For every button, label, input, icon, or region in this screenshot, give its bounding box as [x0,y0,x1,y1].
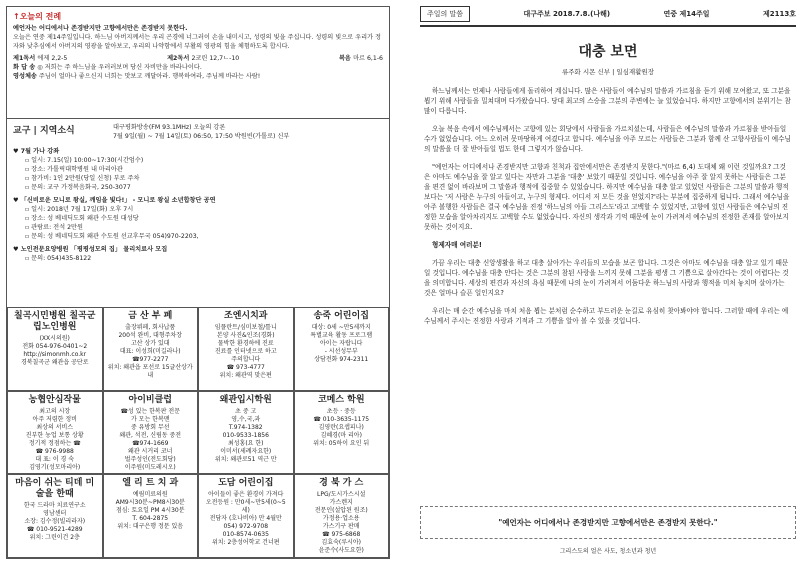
ad-line: ☎ 975-6868 [322,531,361,539]
ad-line: 왜관 시거리 코너 [128,447,173,455]
article-title: 대충 보면 [578,44,638,60]
ad-line: 200석 완비, 대형주차장 [118,332,183,339]
ad-line: 위치: 2층성어학교 건너편 [211,539,280,547]
ad-line: 윤준수(사도요한) [318,547,364,555]
today-body: 오늘은 연중 제14주일입니다. 하느님 아버지께서는 우리 곤경에 너그러이 손을 내미시고, 성령의 빛을 주십니다. 성령의 빛으로 우리가 정자와 낮추심에서 아버지의 영광을 알아보고, 우리의 나약함에서 부활의 영광의 힘을 체험하도록 합시다. [13,34,382,50]
event1-title: ♥ 7월 가나 강좌 [13,148,60,155]
article-author: 류주화 시몬 신부 | 일심재활원장 [561,68,655,76]
ad-title: 칠곡시민병원 칠곡군립노인병원 [14,311,96,332]
ad-line: LPG/도시가스시설 [317,491,366,499]
ad-line: 특별교육 활동 프로그램 [310,332,373,339]
article-body [420,86,796,326]
ad-line: 왜관, 석전, 신림동 중전 [119,431,182,439]
ad-line: 진료를 인터넷으로 하고 [214,348,277,355]
event2-title: ♥ 「신비로운 모니로 왕실, 깨임을 빛다!」 - 모니로 왕실 소년합창단 공연 [13,197,216,204]
ad-title: 경 북 가 스 [319,478,364,489]
ad-title: 조엔시치과 [224,311,268,321]
ad-line: 대상: 0세 ~만5세까지 [311,324,371,331]
ad-card [7,307,103,391]
ad-line: 010-8574-0635 [222,531,269,539]
issue-number: 제2113호 [762,10,796,18]
ad-line: 최고의 시장 [39,407,71,415]
psalm-line: 화 답 송 ◎ 저희는 주 하느님을 우러러보며 당신 자비만을 바라나이다. [13,64,202,71]
ad-line: 이주원(미도레시오) [124,463,176,471]
ad-title: 왜관입시학원 [219,394,272,405]
ad-line: - 시선성무부 [324,348,358,355]
ad-line: 김혜경(마 리아) [320,431,362,439]
reading-gospel: 복음 마르 6,1-6 [338,55,383,62]
ad-card [103,391,199,475]
ad-line: 010-9533-1856 [222,431,269,439]
ad-line: 054) 972-9708 [223,523,269,531]
ad-line: 위치: 05하이 요인 뒤 [313,439,370,447]
sunday-label: 연중 제14주일 [663,10,710,18]
ad-line: (XX시의원) [39,335,70,342]
quote-box: "예언자는 어디에서나 존경받지만 고향에서만은 존경받지 못한다." [420,506,796,539]
broadcast-time: 7월 9일(월) ~ 7월 14일(토) 06:50, 17:50 박원빈(가톨로) 신부 [113,133,290,140]
today-intro: 예언자는 어디에서나 존경받지만 고향에서만은 존경받지 못한다. [13,25,188,32]
event2-details: ▫ 일시: 2018년 7월 17일(화) 오후 7시 ▫ 장소: 성 베네딕도회 왜관 수도원 대성당 ▫ 관람료: 전석 2만원 ▫ 문의: 성 베네딕도회 왜관 수도원 선교후무국 054)970-2203, [25,206,199,240]
ad-line: http://simonmh.co.kr [23,351,87,358]
diocese-news-section [7,119,389,267]
ad-card [7,391,103,475]
column-tag: 주일의 말씀 [420,6,470,22]
ad-line: 정기적 정점하는 ☎ [28,439,81,447]
ad-card [103,474,199,558]
event1-details: ▫ 일시: 7.15(일) 10:00~17:30(시간엄수) ▫ 장소: 가톨릭대학병원 내 마리아관 ▫ 참가비: 1인 2만원(당일 신청) 부로 주차 ▫ 문의: 교구 가정복음화국, 250-3077 [25,157,144,191]
event3-details: ▫ 문의: 054)435-8122 [25,255,92,262]
ad-line: 김효숙(루시아) [321,539,361,547]
article-paragraph: 가끔 우리는 대충 신앙생활을 하고 대충 살아가는 우리들의 모습을 보곤 합니다. 그것은 아마도 예수님을 대충 알고 있기 때문일 것입니다. 예수님을 대충 안다는 것은 그분의 참된 사랑을 느끼지 못해 그분을 평생 그 기쁨으로 살아간다는 것이 어렵다는 것을 의미합니다. 세상의 편견과 자신의 욕심 때문에 나의 눈이 가려져서 어둠다운 하느님의 사랑과 행적을 미처 놓치며 살아가는 것은 얼마나 슬픈 일인지요? [424,259,789,297]
ad-title: 금 산 부 페 [128,311,173,321]
ad-line: 상담전화 974-2311 [314,356,369,363]
ad-line: 대표: 이성희(미길라나) [119,348,181,355]
ad-card [294,474,390,558]
ad-line: 전담자 (호나비아) 만 4월만 [209,515,282,523]
today-liturgy-section [7,7,389,119]
ad-line: AM9시30분~PM8시30분 [115,499,185,507]
ad-line: 한국 드라마 치료연구소 [23,502,86,510]
ad-line: 벌주성인(전도회당) [124,455,176,463]
ad-line: 예림미료의원 [132,491,168,499]
reading-2: 제2독서 2코린 12,7ㄴ-10 [167,55,240,62]
today-liturgy-title: ↑오늘의 전례 [13,12,62,21]
ad-line: 이미서(세례자요한) [220,447,272,455]
ad-line: 가스기구 판매 [322,523,360,531]
ad-line: 아이들이 좋은 환경이 가져다 [208,491,284,499]
article-paragraph: 형제자매 여러분! [432,241,482,249]
ad-line: 초등 · 중등 [326,407,356,415]
ad-card [198,391,294,475]
ad-line: 진부한 농업 보통 상황 [25,431,84,439]
article-paragraph: 오늘 복음 속에서 예수님께서는 고향에 있는 회당에서 사람들을 가르치셨는데, 사람들은 예수님의 말씀과 가르침을 받아들일 수가 없었습니다. 어느 오히려 못마땅하게 여겼다고 합니다. 예수님을 아주 모르는 사람들은 그분과 함께 산 고향사람들이 예수님의 말씀을 더 잘 받아들일 법도 한데 그렇지가 않습니다. [424,125,791,153]
ad-line: 전문인(설압된 원조) [314,507,368,515]
ad-line: ☎ 010-9521-4289 [26,526,83,534]
readings-row [13,54,383,63]
ad-line: 김영란(요셉피나) [318,423,364,431]
ad-line: 중 유방회 무선 [130,423,170,431]
ad-card [7,474,103,558]
article-paragraph: 하느님께서는 언제나 사람들에게 돌리하여 계십니다. 많은 사람들이 예수님의 말씀과 가르침을 듣기 위해 모여왔고, 또 그분을 뵙기 위해 사람들을 밀쳐대며 다가왔습니다. 당대 최고의 스승을 그분의 주변에는 늘 있었습니다. 하지만 고향에서의 분위기는 참 많이 다릅니다. [424,87,791,115]
ad-line: 전화 054-976-0401~2 [22,343,88,350]
news-title: 교구 | 지역소식 [13,126,75,136]
ad-line: 임플란트/심미보철/틀니 [214,324,277,331]
ad-line: 아주 저렴한 정비 [32,415,77,423]
ad-line: 점심: 토요일 PM 4시30분 [115,507,185,515]
ad-title: 아이비클럽 [128,394,172,405]
ad-line: 위치: 왜관읍 포선로 15글산상가 내 [107,364,193,379]
ad-line: 최상의 서비스 [36,423,74,431]
reading-1: 제1독서 에제 2,2-5 [13,55,68,62]
ad-card [198,474,294,558]
bulletin-left-page [6,6,390,559]
ad-line: 위치: 왜관역 맞은편 [219,372,272,379]
ads-grid [7,307,389,558]
ad-line: 위치: 대구은행 정문 있음 [117,523,184,531]
ad-line: ☎성 있는 한복판 전문 [120,407,181,415]
event3-title: ♥ 노인전문요양병원 「평평성모의 집」 물리치료사 모집 [13,246,168,253]
ad-line: 본양 사진&인조(경화) [216,332,275,339]
ad-line: 대 표: 이 경 숙 [35,455,75,463]
ad-line: ☎974-1669 [132,439,169,447]
ad-line: 가정용·업소용 [322,515,360,523]
ad-title: 도담 어린이집 [218,478,274,489]
bulletin-right-page [420,6,796,559]
ad-line: T.974-1382 [228,423,263,431]
ad-line: 경북칠곡군 왜관읍 공단로 [20,359,89,366]
ad-line: 위치: 왜관로51 역근 만 [214,455,277,463]
publication-info: 대구주보 2018.7.8.(나해) [523,10,611,18]
ad-line: ☎ 976-9988 [35,447,74,455]
ad-line: 출장뷔페, 회사납품 [125,324,176,331]
ad-card [198,307,294,391]
ad-title: 엘 리 트 치 과 [122,478,179,489]
ad-line: 물박한 환경하에 진료 [217,340,274,347]
column-header [420,6,796,27]
ad-title: 농협안심작물 [28,394,81,405]
ad-title: 마음이 쉬는 티데 미술을 한때 [15,478,95,500]
ad-card [103,307,199,391]
article-paragraph: 우리는 매 순간 예수님을 마치 처음 뵙는 분처럼 순수하고 부드러운 눈길로 유심히 찾아봐야야 합니다. 그러할 때에 우리는 예수님께서 주시는 진정한 사랑과 기적과 그 기쁨을 알아 볼 수 있을 것입니다. [424,307,789,325]
ad-line: 고산 상가 있대 [130,340,170,347]
ad-line: ☎977-2277 [132,356,169,363]
ad-line: 위치: 그린이건 2층 [29,534,80,542]
ad-line: 최성홍(요 한) [227,439,264,447]
broadcast-label: 대구평화방송(FM 93.1MHz) 오늘의 강론 [113,124,226,131]
ad-line: 초 중 고 [235,407,257,415]
ad-line: 가스렌지 [329,499,353,507]
ad-line: 오전등원 : 만0세~만5세(0~5세) [205,499,286,515]
caption: 그리스도의 얼은 사도, 청소년과 청년 [559,548,657,555]
ad-card [294,391,390,475]
ad-line: 아이는 자랍니다 [320,340,363,347]
ad-title: 코메스 학원 [317,394,365,405]
ad-line: ☎ 010-3635-1175 [313,415,370,423]
communion-line: 영성체송 주님이 얼마나 좋으신지 너희는 맛보고 깨달아라. 행복하여라, 주님께 바라는 사람! [13,73,261,80]
ad-line: 김영기(성모마리아) [29,463,81,471]
ad-line: 영,수,국,과 [231,415,261,423]
ad-card [294,307,390,391]
ad-line: 가 모는 한복맨 [130,415,170,423]
article-paragraph: "예언자는 어디에서나 존경받지만 고향과 친척과 집안에서만은 존경받지 못한다."(마르 6,4) 도대체 왜 이런 것일까요? 그것은 아마도 예수님을 잘 알고 있다는 자만과 그분을 '대충' 보았기 때문일 것입니다. 예수님을 아주 잘 알지 못하는 사람들은 그분을 편견 없이 바라보며 그 말씀과 행적에 집중할 수 있었습니다. 하지만 예수님을 대충 알고 있었던 사람들은 그분의 말씀과 행적보다는 '저 사람은 누구의 아들이고, 누구의 형제다. 어디서 저 모든 것을 얻었지?'라는 부분에 집중하게 됩니다. 그래서 예수님을 아주 볼행한 사람들은 결국 예수님을 진정 '하느님의 아들 그리스도'라고 고백할 수 있었지만, 고향에 있던 사람들은 예수님의 진정한 모습을 알아차리지도 고백할 수도 없었습니다. 자신의 생각과 기억 때문에 눈이 가려져서 예수님의 진정한 존재를 알아보지 못하는 것이지요. [424,163,790,231]
ad-line: 영남센터 [43,510,67,518]
ad-line: T. 604-2875 [132,515,169,523]
ad-line: ☎ 973-4777 [226,364,265,371]
ad-line: 주의합니다 [231,356,261,363]
ad-title: 송죽 어린이집 [313,311,369,321]
ad-line: 소장: 김수정(빌리라자) [24,518,86,526]
